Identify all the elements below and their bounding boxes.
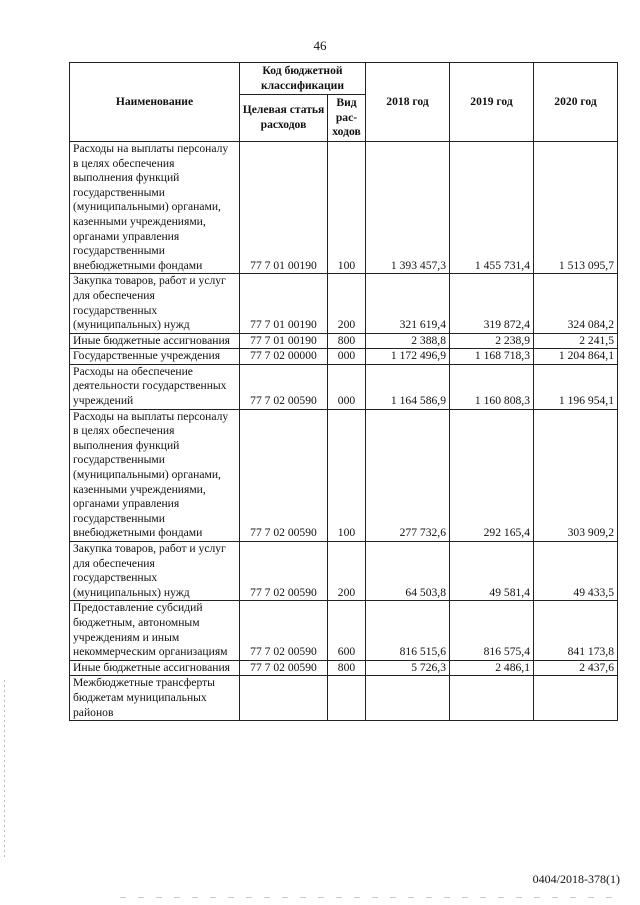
table-row bbox=[70, 349, 618, 365]
row-2020: 1 513 095,7 bbox=[534, 141, 618, 273]
row-code: 77 7 02 00590 bbox=[240, 542, 328, 601]
scan-edge-artifact bbox=[4, 680, 5, 860]
row-code: 77 7 02 00590 bbox=[240, 409, 328, 541]
row-kind: 200 bbox=[328, 274, 366, 333]
row-name: Предоставление субсидий бюджетным, автономным учреждениям и иным некоммерческим организациям bbox=[70, 601, 240, 660]
row-code bbox=[240, 676, 328, 721]
table-row bbox=[70, 601, 618, 660]
table-row bbox=[70, 333, 618, 349]
budget-table bbox=[69, 62, 618, 721]
table-row bbox=[70, 676, 618, 721]
row-2020: 1 204 864,1 bbox=[534, 349, 618, 365]
row-name: Иные бюджетные ассигнования bbox=[70, 333, 240, 349]
row-name: Государственные учреждения bbox=[70, 349, 240, 365]
table-row bbox=[70, 364, 618, 409]
row-kind: 800 bbox=[328, 333, 366, 349]
row-2019: 292 165,4 bbox=[450, 409, 534, 541]
row-name: Расходы на выплаты персоналу в целях обеспечения выполнения функций государственными (муниципальными) органами, казенными учреждениями, органами управления государственными внебюджетными фондами bbox=[70, 409, 240, 541]
row-name: Межбюджетные трансферты бюджетам муниципальных районов bbox=[70, 676, 240, 721]
document-code: 0404/2018-378(1) bbox=[532, 872, 620, 886]
row-code: 77 7 02 00590 bbox=[240, 660, 328, 676]
row-code: 77 7 02 00590 bbox=[240, 364, 328, 409]
header-code-group: Код бюджетной классификации bbox=[240, 63, 366, 95]
row-kind: 000 bbox=[328, 349, 366, 365]
row-kind bbox=[328, 676, 366, 721]
row-2018: 2 388,8 bbox=[366, 333, 450, 349]
row-2020: 1 196 954,1 bbox=[534, 364, 618, 409]
row-2018: 321 619,4 bbox=[366, 274, 450, 333]
scan-bottom-artifact bbox=[120, 897, 620, 898]
row-2018: 64 503,8 bbox=[366, 542, 450, 601]
row-2018 bbox=[366, 676, 450, 721]
row-2020 bbox=[534, 676, 618, 721]
row-code: 77 7 01 00190 bbox=[240, 333, 328, 349]
row-2019: 1 168 718,3 bbox=[450, 349, 534, 365]
row-name: Закупка товаров, работ и услуг для обеспечения государственных (муниципальных) нужд bbox=[70, 542, 240, 601]
row-kind: 200 bbox=[328, 542, 366, 601]
row-2020: 2 437,6 bbox=[534, 660, 618, 676]
header-target-article: Целевая статья расходов bbox=[240, 95, 328, 142]
row-kind: 100 bbox=[328, 409, 366, 541]
row-kind: 800 bbox=[328, 660, 366, 676]
row-2019: 1 455 731,4 bbox=[450, 141, 534, 273]
row-2019: 1 160 808,3 bbox=[450, 364, 534, 409]
row-2019: 49 581,4 bbox=[450, 542, 534, 601]
row-2019: 319 872,4 bbox=[450, 274, 534, 333]
page-number: 46 bbox=[313, 38, 327, 53]
row-2020: 841 173,8 bbox=[534, 601, 618, 660]
header-expense-kind: Вид рас-ходов bbox=[328, 95, 366, 142]
table-row bbox=[70, 409, 618, 541]
row-2018: 5 726,3 bbox=[366, 660, 450, 676]
header-2020: 2020 год bbox=[534, 63, 618, 142]
row-2018: 1 164 586,9 bbox=[366, 364, 450, 409]
row-2020: 49 433,5 bbox=[534, 542, 618, 601]
row-kind: 100 bbox=[328, 141, 366, 273]
table-row bbox=[70, 274, 618, 333]
row-2019: 2 486,1 bbox=[450, 660, 534, 676]
header-name: Наименование bbox=[70, 63, 240, 142]
row-code: 77 7 02 00000 bbox=[240, 349, 328, 365]
row-2019 bbox=[450, 676, 534, 721]
row-2020: 2 241,5 bbox=[534, 333, 618, 349]
row-code: 77 7 02 00590 bbox=[240, 601, 328, 660]
row-name: Расходы на обеспечение деятельности государственных учреждений bbox=[70, 364, 240, 409]
table-row bbox=[70, 660, 618, 676]
table-row bbox=[70, 141, 618, 273]
row-name: Расходы на выплаты персоналу в целях обеспечения выполнения функций государственными (муниципальными) органами, казенными учреждениями, органами управления государственными внебюджетными фондами bbox=[70, 141, 240, 273]
row-2018: 1 172 496,9 bbox=[366, 349, 450, 365]
row-2020: 324 084,2 bbox=[534, 274, 618, 333]
row-2019: 2 238,9 bbox=[450, 333, 534, 349]
row-code: 77 7 01 00190 bbox=[240, 274, 328, 333]
row-2019: 816 575,4 bbox=[450, 601, 534, 660]
row-name: Закупка товаров, работ и услуг для обеспечения государственных (муниципальных) нужд bbox=[70, 274, 240, 333]
table-row bbox=[70, 542, 618, 601]
row-2018: 816 515,6 bbox=[366, 601, 450, 660]
row-kind: 000 bbox=[328, 364, 366, 409]
row-2018: 1 393 457,3 bbox=[366, 141, 450, 273]
header-2019: 2019 год bbox=[450, 63, 534, 142]
row-2020: 303 909,2 bbox=[534, 409, 618, 541]
row-2018: 277 732,6 bbox=[366, 409, 450, 541]
row-code: 77 7 01 00190 bbox=[240, 141, 328, 273]
row-kind: 600 bbox=[328, 601, 366, 660]
row-name: Иные бюджетные ассигнования bbox=[70, 660, 240, 676]
header-2018: 2018 год bbox=[366, 63, 450, 142]
